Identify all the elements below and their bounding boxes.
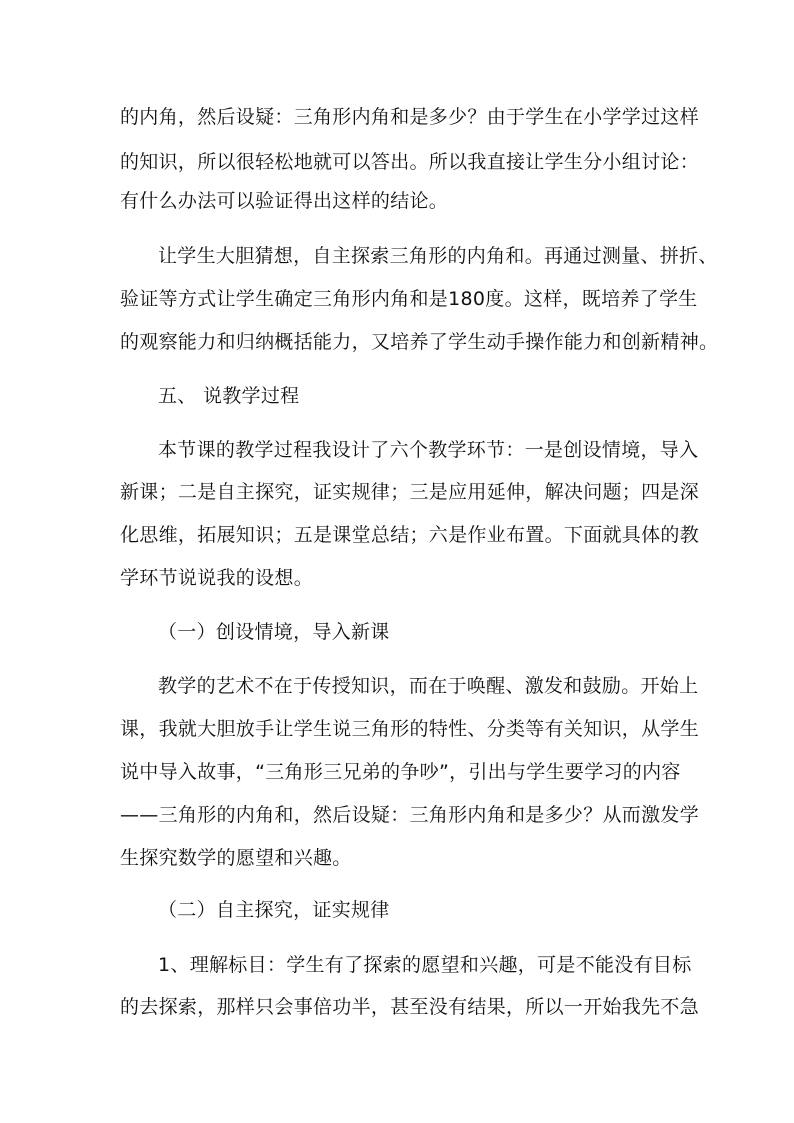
text-line: 教学的艺术不在于传授知识，而在于唤醒、激发和鼓励。开始上 (158, 675, 699, 697)
text-line: 生探究数学的愿望和兴趣。 (120, 847, 352, 869)
text-line: 课，我就大胆放手让学生说三角形的特性、分类等有关知识，从学生 (120, 718, 700, 740)
text-line: ——三角形的内角和，然后设疑：三角形内角和是多少？从而激发学 (120, 804, 700, 826)
text-line: 学环节说说我的设想。 (120, 567, 314, 589)
text-line: 有什么办法可以验证得出这样的结论。 (120, 190, 449, 212)
text-line: 的观察能力和归纳概括能力，又培养了学生动手操作能力和创新精神。 (120, 331, 719, 353)
text-line: 的知识，所以很轻松地就可以答出。所以我直接让学生分小组讨论： (120, 151, 700, 173)
text-line: 说中导入故事，“三角形三兄弟的争吵”，引出与学生要学习的内容 (120, 761, 681, 783)
text-line: 的去探索，那样只会事倍功半，甚至没有结果，所以一开始我先不急 (120, 996, 700, 1018)
subsection-heading: （二）自主探究，证实规律 (158, 899, 390, 921)
text-line: 新课；二是自主探究，证实规律；三是应用延伸，解决问题；四是深 (120, 481, 700, 503)
text-line: 本节课的教学过程我设计了六个教学环节：一是创设情境，导入 (158, 439, 699, 461)
text-line: 让学生大胆猜想，自主探索三角形的内角和。再通过测量、拼折、 (158, 245, 718, 267)
text-line: 1、理解标目：学生有了探索的愿望和兴趣，可是不能没有目标 (158, 954, 692, 976)
subsection-heading: （一）创设情境，导入新课 (158, 621, 390, 643)
text-line: 验证等方式让学生确定三角形内角和是180度。这样，既培养了学生 (120, 288, 698, 310)
text-line: 的内角，然后设疑：三角形内角和是多少？由于学生在小学学过这样 (120, 106, 700, 128)
text-line: 化思维，拓展知识；五是课堂总结；六是作业布置。下面就具体的教 (120, 524, 700, 546)
section-heading: 五、 说教学过程 (158, 385, 300, 407)
